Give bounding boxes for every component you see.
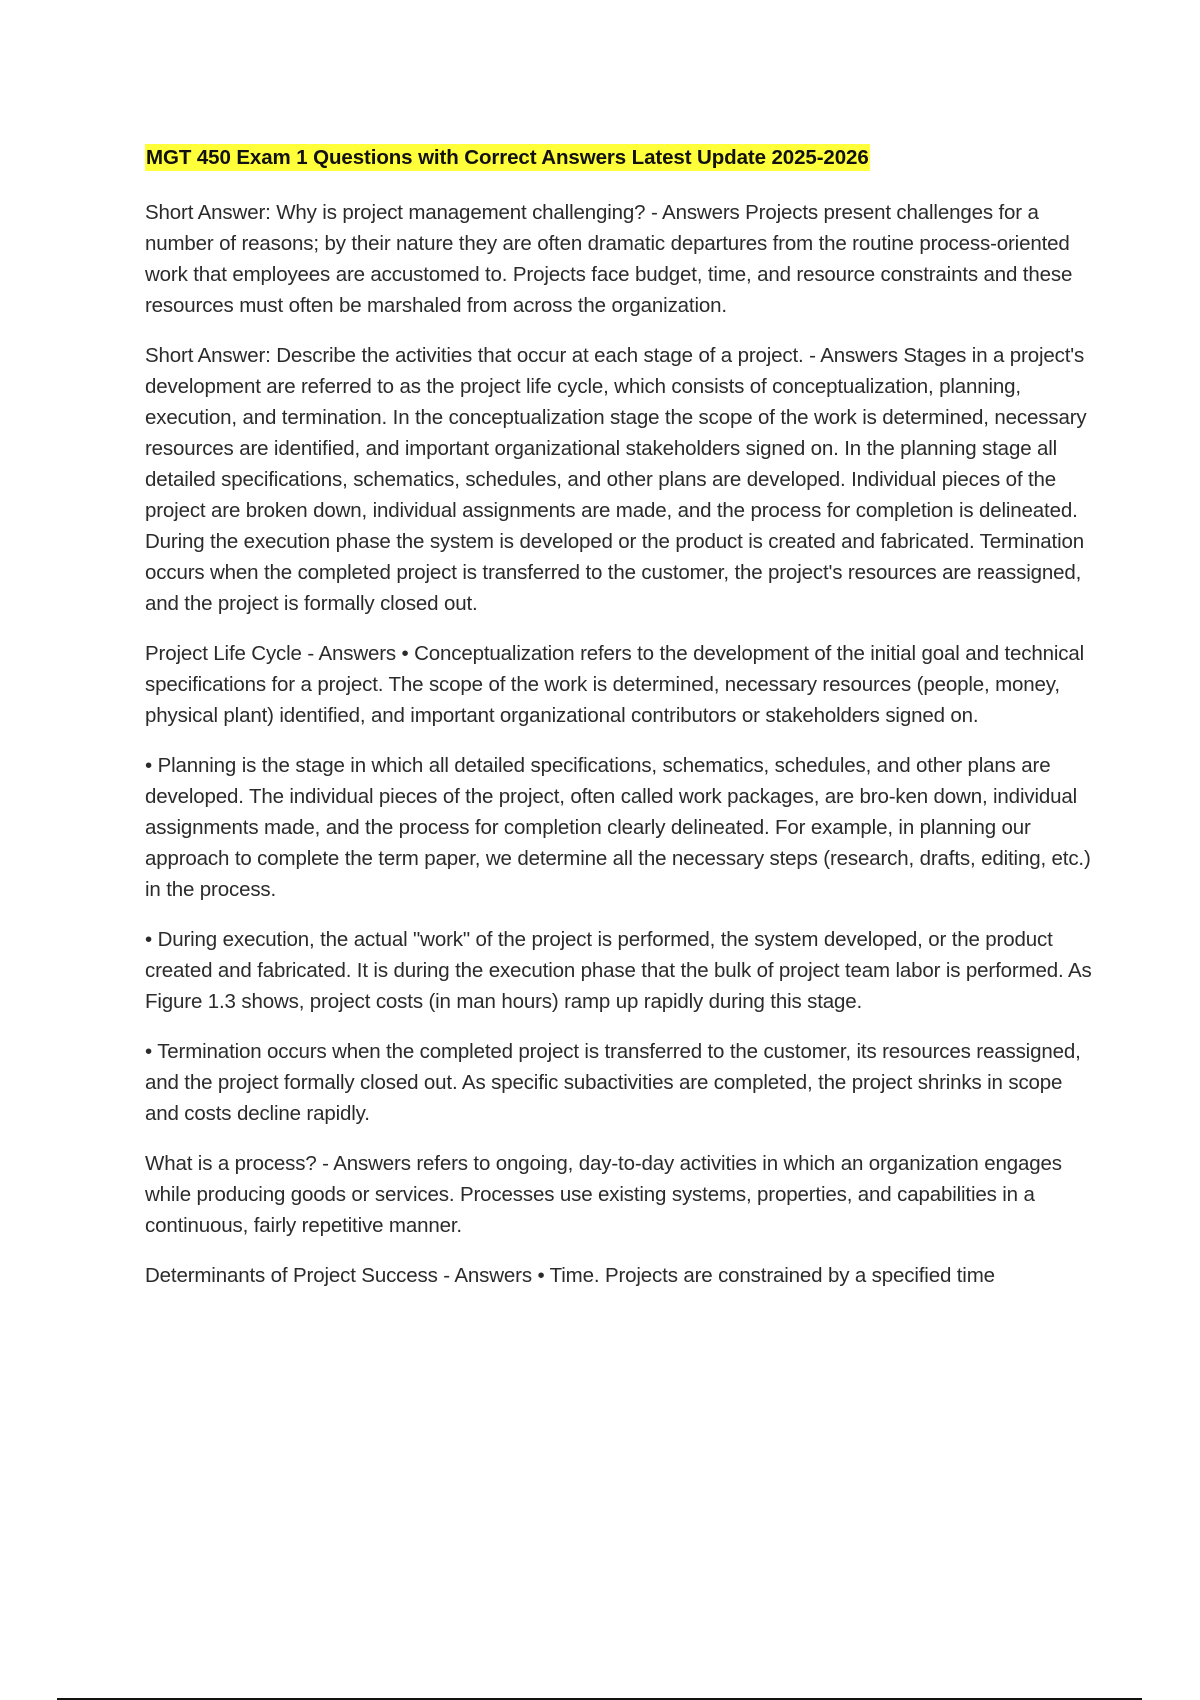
title-line: [145, 143, 1100, 175]
qa-paragraph-why-challenging: Short Answer: Why is project management challenging? - Answers Projects present challenges for a number of reasons; by their nature they are often dramatic departures from the routine process-oriented work that employees are accustomed to. Projects face budget, time, and resource constraints and these resources must often be marshaled from across the organization.: [145, 201, 1073, 317]
qa-paragraph-life-cycle-planning: • Planning is the stage in which all detailed specifications, schematics, schedules, and other plans are developed. The individual pieces of the project, often called work packages, are bro-ken down, individual assignments made, and the process for completion clearly delineated. For example, in planning our approach to complete the term paper, we determine all the necessary steps (research, drafts, editing, etc.) in the process.: [145, 754, 1091, 901]
qa-paragraph-success-determinants: Determinants of Project Success - Answers • Time. Projects are constrained by a specified time: [145, 1264, 995, 1287]
qa-paragraph-life-cycle-termination: • Termination occurs when the completed project is transferred to the customer, its resources reassigned, and the project formally closed out. As specific subactivities are completed, the project shrinks in scope and costs decline rapidly.: [145, 1040, 1081, 1125]
qa-paragraph-life-cycle-execution: • During execution, the actual "work" of the project is performed, the system developed, or the product created and fabricated. It is during the execution phase that the bulk of project team labor is performed. As Figure 1.3 shows, project costs (in man hours) ramp up rapidly during this stage.: [145, 928, 1092, 1013]
document-body: [145, 143, 1100, 1310]
qa-paragraph-life-cycle-conceptualization: Project Life Cycle - Answers • Conceptualization refers to the development of the initial goal and technical specifications for a project. The scope of the work is determined, necessary resources (people, money, physical plant) identified, and important organizational contributors or stakeholders signed on.: [145, 642, 1085, 727]
document-title: MGT 450 Exam 1 Questions with Correct Answers Latest Update 2025-2026: [146, 146, 869, 169]
qa-paragraph-what-is-process: What is a process? - Answers refers to ongoing, day-to-day activities in which an organization engages while producing goods or services. Processes use existing systems, properties, and capabilities in a continuous, fairly repetitive manner.: [145, 1152, 1062, 1237]
qa-paragraph-project-stages: Short Answer: Describe the activities that occur at each stage of a project. - Answers Stages in a project's development are referred to as the project life cycle, which consists of conceptualization, planning, execution, and termination. In the conceptualization stage the scope of the work is determined, necessary resources are identified, and important organizational stakeholders signed on. In the planning stage all detailed specifications, schematics, schedules, and other plans are developed. Individual pieces of the project are broken down, individual assignments are made, and the process for completion is delineated. During the execution phase the system is developed or the product is created and fabricated. Termination occurs when the completed project is transferred to the customer, the project's resources are reassigned, and the project is formally closed out.: [145, 344, 1087, 615]
